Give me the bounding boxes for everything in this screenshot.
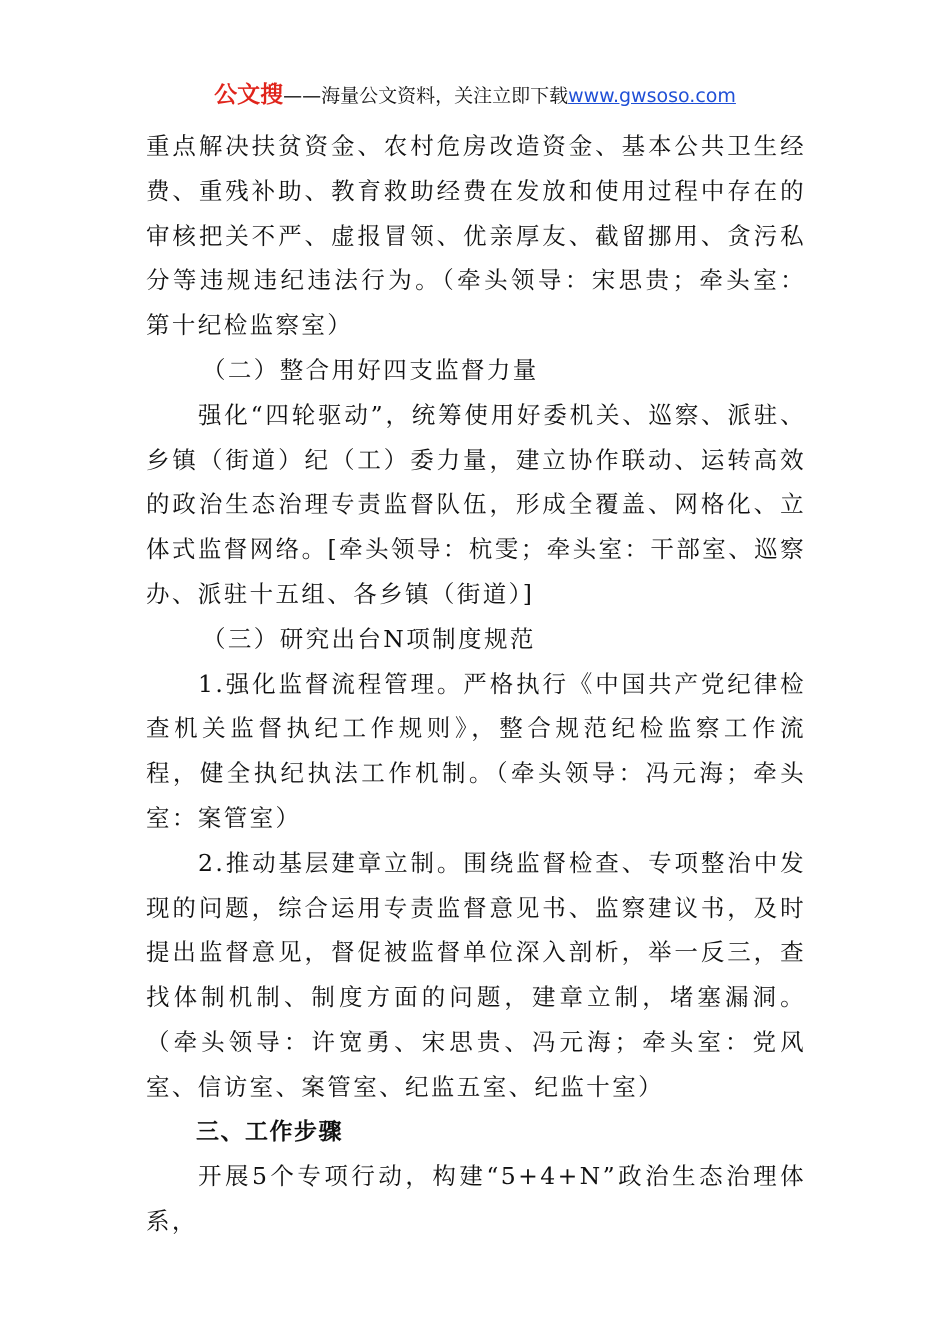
paragraph-item-2: 2.推动基层建章立制。围绕监督检查、专项整治中发现的问题，综合运用专责监督意见书、监察建议书，及时提出监督意见，督促被监督单位深入剖析，举一反三，查找体制机制、制度方面的问题，建章立制，堵塞漏洞。（牵头领导：许宽勇、宋思贵、冯元海；牵头室：党风室、信访室、案管室、纪监五室、纪监十室） [146, 848, 806, 1101]
paragraph-work-steps: 开展5个专项行动，构建“5+4+N”政治生态治理体系， [146, 1162, 806, 1236]
section-subheading-3: （三）研究出台N项制度规范 [202, 624, 536, 653]
paragraph-item-1: 1.强化监督流程管理。严格执行《中国共产党纪律检查机关监督执纪工作规则》，整合规范纪检监察工作流程，健全执纪执法工作机制。（牵头领导：冯元海；牵头室：案管室） [146, 669, 806, 832]
paragraph-continuation: 重点解决扶贫资金、农村危房改造资金、基本公共卫生经费、重残补助、教育救助经费在发放和使用过程中存在的审核把关不严、虚报冒领、优亲厚友、截留挪用、贪污私分等违规违纪违法行为。（牵头领导：宋思贵；牵头室：第十纪检监察室） [146, 132, 806, 340]
page-header [0, 80, 950, 111]
brand-logo-text: 公文搜 [214, 82, 284, 108]
section-heading-work-steps: 三、工作步骤 [196, 1118, 343, 1145]
document-body [146, 124, 806, 1244]
website-link[interactable]: www.gwsoso.com [568, 85, 736, 107]
section-subheading-2: （二）整合用好四支监督力量 [202, 355, 539, 384]
paragraph-four-forces: 强化“四轮驱动”，统筹使用好委机关、巡察、派驻、乡镇（街道）纪（工）委力量，建立协作联动、运转高效的政治生态治理专责监督队伍，形成全覆盖、网格化、立体式监督网络。[牵头领导：杭雯；牵头室：干部室、巡察办、派驻十五组、各乡镇（街道）] [146, 400, 806, 608]
header-slogan: ——海量公文资料，关注立即下载 [283, 85, 569, 107]
